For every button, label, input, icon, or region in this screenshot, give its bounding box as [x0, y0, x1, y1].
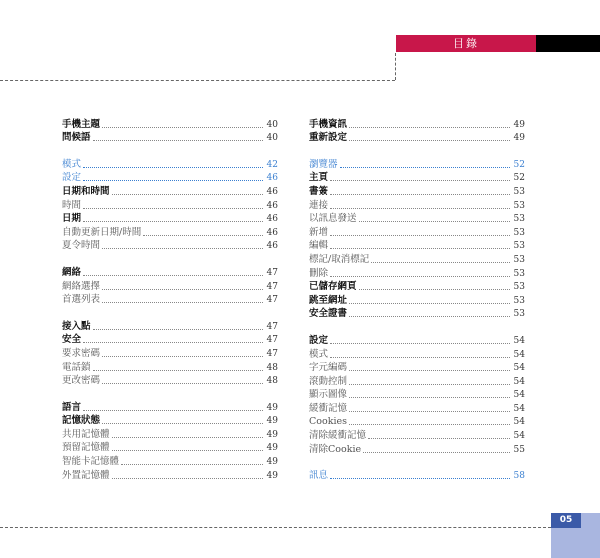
group-gap	[309, 456, 525, 469]
toc-entry-page: 47	[266, 267, 278, 278]
dot-leader	[330, 208, 510, 209]
toc-entry-label: 手機主題	[62, 118, 101, 130]
dot-leader	[349, 370, 510, 371]
toc-entry-page: 53	[513, 309, 525, 320]
toc-entry-label: 日期和時間	[62, 185, 110, 197]
toc-entry-label: 語言	[62, 401, 82, 413]
dot-leader	[330, 357, 510, 358]
toc-entry-label: 電話鎖	[62, 361, 91, 373]
dot-leader	[349, 303, 510, 304]
toc-entry-label: 預留記憶體	[62, 442, 110, 454]
dot-leader	[359, 289, 510, 290]
toc-entry[interactable]	[309, 469, 525, 483]
toc-entry-label: 滾動控制	[309, 375, 348, 387]
toc-entry-label: 訊息	[309, 470, 329, 482]
toc-entry[interactable]	[309, 171, 525, 185]
toc-entry-page: 53	[513, 241, 525, 252]
toc-entry-page: 54	[513, 403, 525, 414]
toc-entry[interactable]	[62, 279, 278, 293]
top-dashed-rule	[0, 80, 395, 81]
toc-entry[interactable]	[309, 131, 525, 145]
dot-leader	[83, 275, 263, 276]
dot-leader	[363, 452, 510, 453]
toc-entry[interactable]	[62, 225, 278, 239]
toc-entry-label: Cookies	[309, 416, 347, 428]
toc-entry-label: 主頁	[309, 172, 329, 184]
toc-entry-label: 夏令時間	[62, 240, 101, 252]
toc-entry-page: 46	[266, 200, 278, 211]
group-gap	[309, 320, 525, 333]
dot-leader	[330, 276, 510, 277]
dot-leader	[330, 235, 510, 236]
group-gap	[309, 144, 525, 157]
dot-leader	[112, 450, 263, 451]
dot-leader	[102, 289, 263, 290]
dot-leader	[359, 221, 510, 222]
toc-entry[interactable]	[309, 401, 525, 415]
toc-entry-label: 設定	[62, 172, 82, 184]
toc-entry[interactable]	[309, 442, 525, 456]
toc-entry-page: 54	[513, 376, 525, 387]
toc-entry-page: 54	[513, 431, 525, 442]
toc-entry-label: 清除Cookie	[309, 443, 362, 455]
bottom-dashed-rule	[0, 527, 551, 528]
toc-entry[interactable]	[62, 131, 278, 145]
toc-entry-label: 編輯	[309, 240, 329, 252]
toc-entry-label: 顯示圖像	[309, 389, 348, 401]
toc-entry[interactable]	[309, 266, 525, 280]
toc-entry-label: 以訊息發送	[309, 213, 357, 225]
toc-entry-page: 46	[266, 173, 278, 184]
toc-entry[interactable]	[62, 346, 278, 360]
dot-leader	[371, 262, 510, 263]
toc-entry[interactable]	[62, 184, 278, 198]
dot-leader	[349, 140, 510, 141]
dot-leader	[349, 411, 510, 412]
dot-leader	[330, 248, 510, 249]
toc-entry-page: 52	[513, 173, 525, 184]
dot-leader	[93, 140, 263, 141]
toc-entry-page: 53	[513, 227, 525, 238]
toc-entry-page: 53	[513, 295, 525, 306]
toc-entry[interactable]	[62, 454, 278, 468]
toc-entry-label: 設定	[309, 334, 329, 346]
toc-entry-label: 網絡選擇	[62, 280, 101, 292]
toc-entry-label: 自動更新日期/時間	[62, 226, 142, 238]
toc-entry-page: 54	[513, 417, 525, 428]
dot-leader	[93, 329, 263, 330]
dot-leader	[349, 384, 510, 385]
toc-entry-page: 53	[513, 268, 525, 279]
toc-entry[interactable]	[62, 427, 278, 441]
dot-leader	[83, 208, 263, 209]
group-gap	[62, 252, 278, 265]
toc-entry-page: 48	[266, 362, 278, 373]
toc-entry[interactable]	[62, 468, 278, 482]
toc-entry[interactable]	[62, 212, 278, 226]
toc-entry-label: 智能卡記憶體	[62, 456, 120, 468]
group-gap	[62, 144, 278, 157]
toc-entry[interactable]	[62, 157, 278, 171]
toc-entry-page: 54	[513, 335, 525, 346]
toc-entry[interactable]	[309, 333, 525, 347]
section-title: 目錄	[396, 35, 536, 52]
dot-leader	[349, 424, 510, 425]
toc-entry-page: 53	[513, 200, 525, 211]
toc-entry[interactable]	[309, 212, 525, 226]
toc-entry-label: 手機資訊	[309, 118, 348, 130]
toc-entry-label: 模式	[62, 158, 82, 170]
toc-entry[interactable]	[309, 198, 525, 212]
dot-leader	[330, 343, 510, 344]
toc-entry-page: 49	[266, 443, 278, 454]
toc-entry[interactable]	[62, 319, 278, 333]
toc-entry[interactable]	[309, 117, 525, 131]
toc-entry[interactable]	[62, 265, 278, 279]
toc-entry-page: 40	[266, 133, 278, 144]
header-black-bar	[536, 35, 600, 52]
toc-entry-label: 安全證書	[309, 308, 348, 320]
toc-entry-page: 54	[513, 349, 525, 360]
toc-entry-page: 49	[513, 133, 525, 144]
toc-entry[interactable]	[309, 361, 525, 375]
dot-leader	[368, 438, 510, 439]
toc-entry[interactable]	[62, 117, 278, 131]
dot-leader	[102, 383, 263, 384]
toc-entry-page: 47	[266, 295, 278, 306]
dot-leader	[102, 356, 263, 357]
dot-leader	[330, 194, 510, 195]
toc-entry-label: 跳至網址	[309, 294, 348, 306]
toc-entry-page: 54	[513, 390, 525, 401]
toc-entry[interactable]	[309, 184, 525, 198]
toc-entry-page: 49	[266, 470, 278, 481]
dot-leader	[349, 127, 510, 128]
toc-entry[interactable]	[309, 388, 525, 402]
toc-entry[interactable]	[62, 441, 278, 455]
toc-column-right	[309, 117, 525, 482]
dot-leader	[102, 423, 263, 424]
toc-entry-label: 安全	[62, 334, 82, 346]
toc-entry-label: 刪除	[309, 267, 329, 279]
toc-entry-page: 40	[266, 119, 278, 130]
page-number: 05	[551, 513, 581, 528]
toc-entry[interactable]	[309, 428, 525, 442]
toc-entry-page: 54	[513, 363, 525, 374]
toc-entry-label: 連接	[309, 199, 329, 211]
toc-entry[interactable]	[309, 415, 525, 429]
dot-leader	[102, 248, 263, 249]
toc-entry-label: 記憶狀態	[62, 415, 101, 427]
toc-entry-page: 49	[266, 457, 278, 468]
toc-entry-page: 49	[266, 416, 278, 427]
toc-entry[interactable]	[62, 360, 278, 374]
toc-entry-label: 新增	[309, 226, 329, 238]
toc-entry-page: 47	[266, 335, 278, 346]
toc-entry-label: 共用記憶體	[62, 428, 110, 440]
toc-entry-page: 46	[266, 186, 278, 197]
toc-entry-label: 清除緩衝記憶	[309, 430, 367, 442]
dot-leader	[83, 410, 263, 411]
top-dashed-rule-vertical	[395, 53, 396, 80]
toc-entry-label: 網絡	[62, 266, 82, 278]
toc-entry-page: 46	[266, 227, 278, 238]
toc-entry-page: 46	[266, 241, 278, 252]
toc-entry[interactable]	[309, 374, 525, 388]
dot-leader	[330, 180, 510, 181]
toc-entry-label: 首選列表	[62, 294, 101, 306]
toc-entry-label: 時間	[62, 199, 82, 211]
toc-entry-page: 53	[513, 282, 525, 293]
toc-entry-label: 外置記憶體	[62, 469, 110, 481]
toc-entry[interactable]	[309, 307, 525, 321]
toc-entry-page: 49	[266, 402, 278, 413]
toc-entry-page: 52	[513, 159, 525, 170]
toc-entry-label: 瀏覽器	[309, 158, 338, 170]
toc-entry-label: 緩衝記憶	[309, 402, 348, 414]
toc-entry[interactable]	[62, 374, 278, 388]
toc-entry-page: 58	[513, 471, 525, 482]
toc-entry[interactable]	[309, 293, 525, 307]
dot-leader	[83, 180, 263, 181]
dot-leader	[349, 397, 510, 398]
toc-entry-page: 53	[513, 254, 525, 265]
toc-entry-page: 47	[266, 321, 278, 332]
toc-entry-page: 47	[266, 348, 278, 359]
toc-entry[interactable]	[309, 252, 525, 266]
toc-entry-label: 要求密碼	[62, 347, 101, 359]
toc-entry-page: 49	[266, 429, 278, 440]
toc-entry[interactable]	[62, 198, 278, 212]
toc-entry[interactable]	[309, 347, 525, 361]
dot-leader	[83, 342, 263, 343]
toc-entry-page: 47	[266, 281, 278, 292]
toc-entry[interactable]	[62, 333, 278, 347]
group-gap	[62, 387, 278, 400]
toc-entry[interactable]	[309, 225, 525, 239]
dot-leader	[83, 221, 263, 222]
dot-leader	[83, 167, 263, 168]
dot-leader	[143, 235, 263, 236]
dot-leader	[330, 478, 510, 479]
dot-leader	[93, 370, 263, 371]
dot-leader	[112, 478, 263, 479]
dot-leader	[121, 464, 263, 465]
toc-entry-page: 48	[266, 376, 278, 387]
toc-entry[interactable]	[62, 400, 278, 414]
toc-entry-label: 已儲存網頁	[309, 281, 357, 293]
toc-entry-label: 書簽	[309, 185, 329, 197]
toc-entry[interactable]	[62, 293, 278, 307]
dot-leader	[102, 302, 263, 303]
dot-leader	[102, 127, 263, 128]
toc-entry-label: 問候語	[62, 132, 91, 144]
toc-entry[interactable]	[309, 157, 525, 171]
toc-entry[interactable]	[309, 239, 525, 253]
dot-leader	[340, 167, 510, 168]
toc-column-left	[62, 117, 278, 482]
toc-entry-page: 53	[513, 186, 525, 197]
toc-entry-label: 標記/取消標記	[309, 253, 370, 265]
toc-entry-page: 46	[266, 214, 278, 225]
toc-entry-label: 重新設定	[309, 132, 348, 144]
dot-leader	[349, 316, 510, 317]
toc-entry[interactable]	[309, 280, 525, 294]
toc-entry[interactable]	[62, 414, 278, 428]
toc-entry[interactable]	[62, 171, 278, 185]
group-gap	[62, 306, 278, 319]
toc-entry-label: 模式	[309, 348, 329, 360]
toc-entry-page: 49	[513, 119, 525, 130]
toc-entry-page: 42	[266, 159, 278, 170]
toc-entry-label: 接入點	[62, 320, 91, 332]
toc-entry-label: 日期	[62, 213, 82, 225]
dot-leader	[112, 437, 263, 438]
toc-entry-page: 53	[513, 214, 525, 225]
toc-entry[interactable]	[62, 239, 278, 253]
dot-leader	[112, 194, 263, 195]
toc-entry-page: 55	[513, 444, 525, 455]
toc-entry-label: 更改密碼	[62, 375, 101, 387]
toc-entry-label: 字元編碼	[309, 362, 348, 374]
